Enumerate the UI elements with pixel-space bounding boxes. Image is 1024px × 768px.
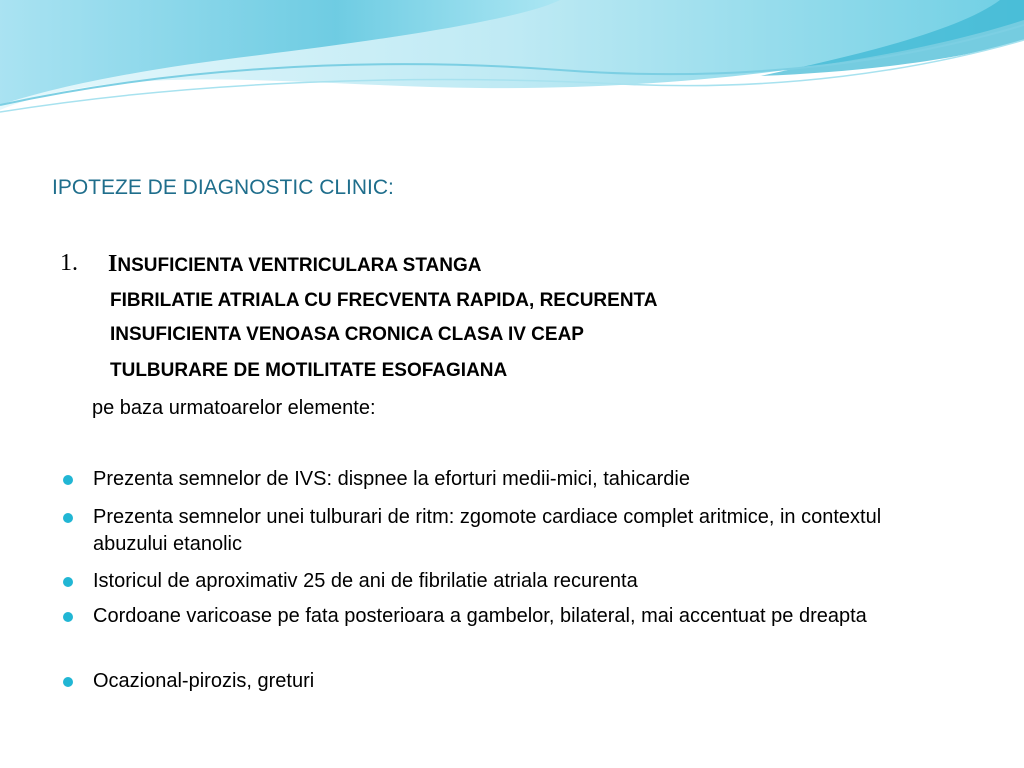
- diagnosis-line-4: TULBURARE DE MOTILITATE ESOFAGIANA: [110, 360, 508, 381]
- bullet-icon: [63, 577, 73, 587]
- bullet-icon: [63, 475, 73, 485]
- diagnosis-number: 1.: [60, 250, 78, 276]
- list-item-text: Prezenta semnelor unei tulburari de ritm: zgomote cardiace complet aritmice, in contextul abuzului etanolic: [93, 506, 882, 555]
- basis-text: pe baza urmatoarelor elemente:: [92, 397, 376, 419]
- slide-title: IPOTEZE DE DIAGNOSTIC CLINIC:: [52, 176, 394, 199]
- bullet-icon: [63, 612, 73, 622]
- diagnosis-rest: NSUFICIENTA VENTRICULARA STANGA: [117, 255, 482, 276]
- list-item-text: Prezenta semnelor de IVS: dispnee la eforturi medii-mici, tahicardie: [93, 468, 690, 490]
- diagnosis-line-1: [108, 251, 482, 278]
- list-item: [60, 466, 960, 493]
- list-item: [60, 668, 960, 695]
- list-item-text: Istoricul de aproximativ 25 de ani de fibrilatie atriala recurenta: [93, 570, 638, 592]
- list-item: [60, 603, 960, 630]
- diagnosis-initial: I: [108, 251, 118, 277]
- decorative-wave-header: [0, 0, 1024, 130]
- list-item-text: Cordoane varicoase pe fata posterioara a gambelor, bilateral, mai accentuat pe dreapta: [93, 605, 867, 627]
- list-item: [60, 504, 960, 558]
- bullet-icon: [63, 677, 73, 687]
- list-item-text: Ocazional-pirozis, greturi: [93, 670, 315, 692]
- bullet-icon: [63, 513, 73, 523]
- list-item: [60, 568, 960, 595]
- diagnosis-line-2: FIBRILATIE ATRIALA CU FRECVENTA RAPIDA, RECURENTA: [110, 290, 658, 311]
- diagnosis-line-3: INSUFICIENTA VENOASA CRONICA CLASA IV CEAP: [110, 324, 584, 345]
